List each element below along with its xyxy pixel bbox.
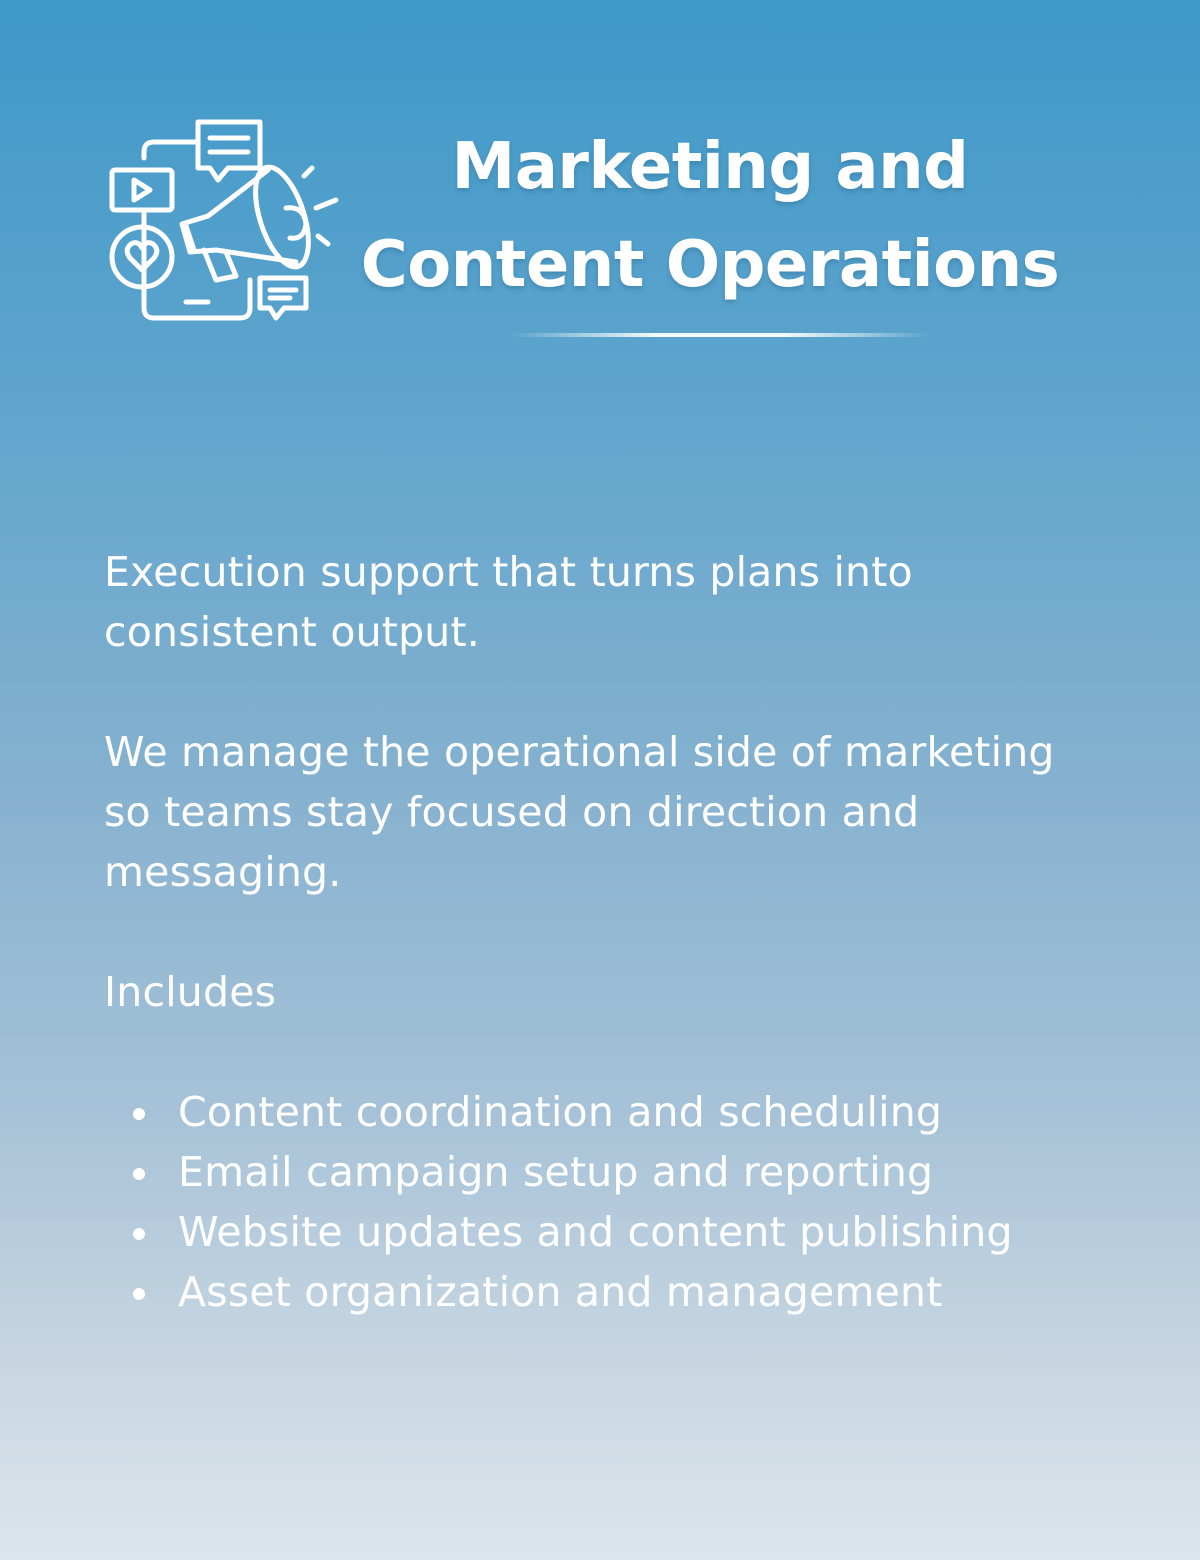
list-item-text: Website updates and content publishing: [178, 1208, 1013, 1256]
includes-list: [104, 1082, 1104, 1322]
bullet-icon: [133, 1108, 145, 1120]
title-line-1: Marketing and: [451, 130, 969, 204]
bullet-icon: [133, 1168, 145, 1180]
title-line-2: Content Operations: [360, 228, 1060, 302]
intro-paragraph-2: We manage the operational side of marketing so teams stay focused on direction and messaging.: [104, 728, 1055, 896]
list-item-text: Asset organization and management: [178, 1268, 943, 1316]
list-item: [104, 1142, 1104, 1202]
list-item: [104, 1202, 1104, 1262]
marketing-megaphone-icon: [104, 112, 348, 328]
page-title: [340, 118, 1080, 314]
header: [0, 0, 1200, 360]
list-item: [104, 1262, 1104, 1322]
content: [104, 542, 1104, 1322]
title-divider: [510, 333, 930, 337]
includes-heading: Includes: [104, 968, 277, 1016]
list-item-text: Content coordination and scheduling: [178, 1088, 943, 1136]
list-item: [104, 1082, 1104, 1142]
intro-paragraph-1: Execution support that turns plans into consistent output.: [104, 548, 913, 656]
list-item-text: Email campaign setup and reporting: [178, 1148, 934, 1196]
bullet-icon: [133, 1288, 145, 1300]
bullet-icon: [133, 1228, 145, 1240]
